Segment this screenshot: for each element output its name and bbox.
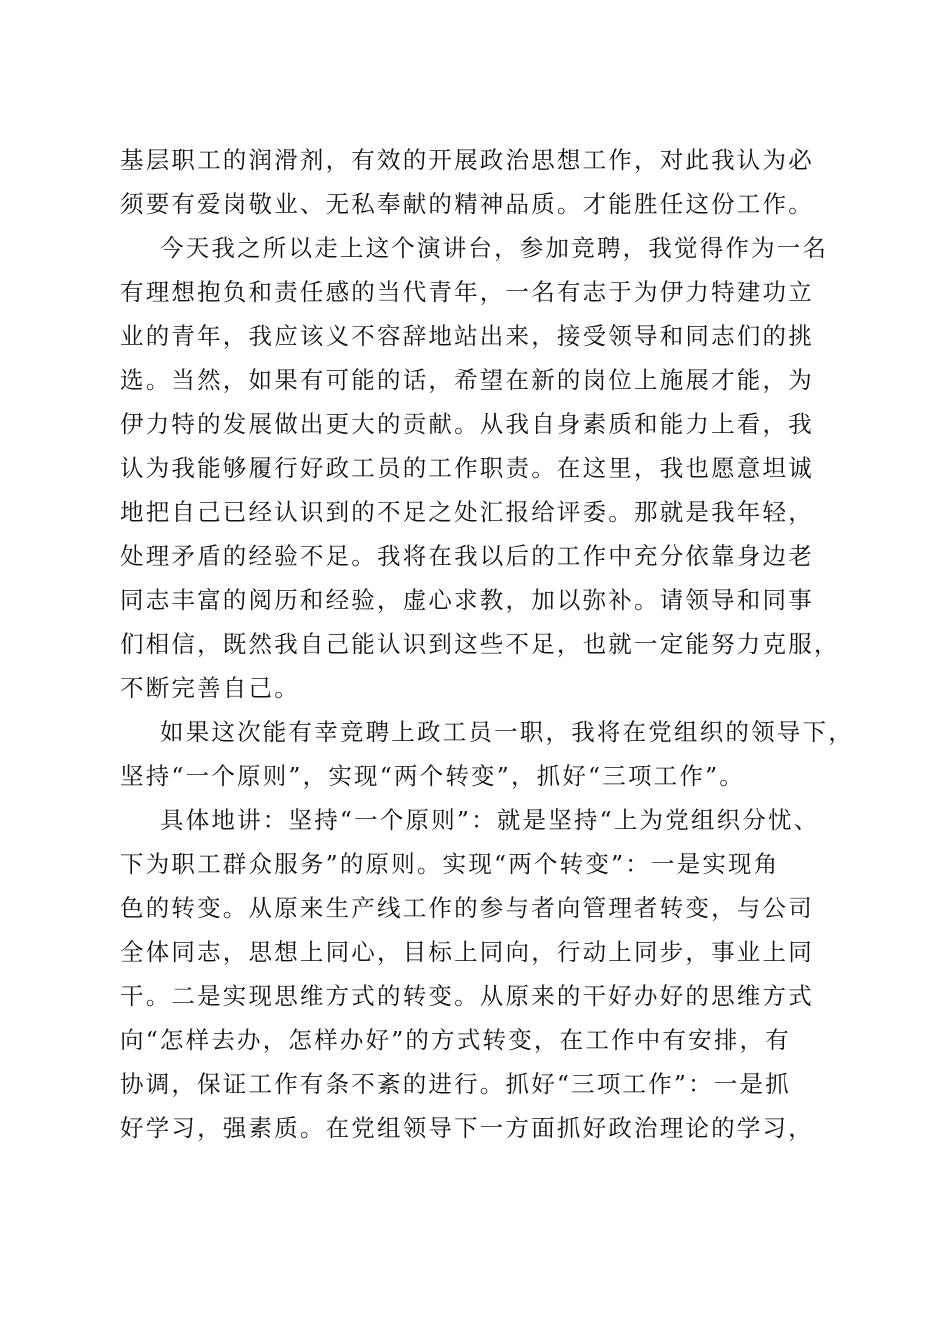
body-text: [120, 138, 854, 1150]
text-line: 不断完善自己。: [120, 674, 300, 702]
text-line: 向“怎样去办，怎样办好”的方式转变，在工作中有安排，有: [120, 1026, 791, 1054]
text-line: 基层职工的润滑剂，有效的开展政治思想工作，对此我认为必: [120, 146, 814, 174]
text-line: 地把自己已经认识到的不足之处汇报给评委。那就是我年轻，: [120, 498, 814, 526]
text-line: 有理想抱负和责任感的当代青年，一名有志于为伊力特建功立: [120, 278, 814, 306]
text-line: 下为职工群众服务”的原则。实现“两个转变”：一是实现角: [120, 850, 780, 878]
text-line: 业的青年，我应该义不容辞地站出来，接受领导和同志们的挑: [120, 322, 814, 350]
text-line: 协调，保证工作有条不紊的进行。抓好“三项工作”：一是抓: [120, 1070, 791, 1098]
paragraph-start-line: 具体地讲：坚持“一个原则”：就是坚持“上为党组织分忧、: [160, 806, 820, 834]
text-line: 伊力特的发展做出更大的贡献。从我自身素质和能力上看，我: [120, 410, 814, 438]
text-line: 坚持“一个原则”，实现“两个转变”，抓好“三项工作”。: [120, 762, 745, 790]
text-line: 处理矛盾的经验不足。我将在我以后的工作中充分依靠身边老: [120, 542, 814, 570]
text-line: 色的转变。从原来生产线工作的参与者向管理者转变，与公司: [120, 894, 814, 922]
text-line: 须要有爱岗敬业、无私奉献的精神品质。才能胜任这份工作。: [120, 190, 814, 218]
text-line: 好学习，强素质。在党组领导下一方面抓好政治理论的学习，: [120, 1114, 814, 1142]
text-line: 认为我能够履行好政工员的工作职责。在这里，我也愿意坦诚: [120, 454, 814, 482]
text-line: 全体同志，思想上同心，目标上同向，行动上同步，事业上同: [120, 938, 814, 966]
text-line: 同志丰富的阅历和经验，虚心求教，加以弥补。请领导和同事: [120, 586, 814, 614]
text-line: 干。二是实现思维方式的转变。从原来的干好办好的思维方式: [120, 982, 814, 1010]
paragraph-start-line: 如果这次能有幸竞聘上政工员一职，我将在党组织的领导下，: [160, 718, 854, 746]
text-line: 选。当然，如果有可能的话，希望在新的岗位上施展才能，为: [120, 366, 814, 394]
paragraph-start-line: 今天我之所以走上这个演讲台，参加竞聘，我觉得作为一名: [160, 234, 829, 262]
text-line: 们相信，既然我自己能认识到这些不足，也就一定能努力克服，: [120, 630, 840, 658]
